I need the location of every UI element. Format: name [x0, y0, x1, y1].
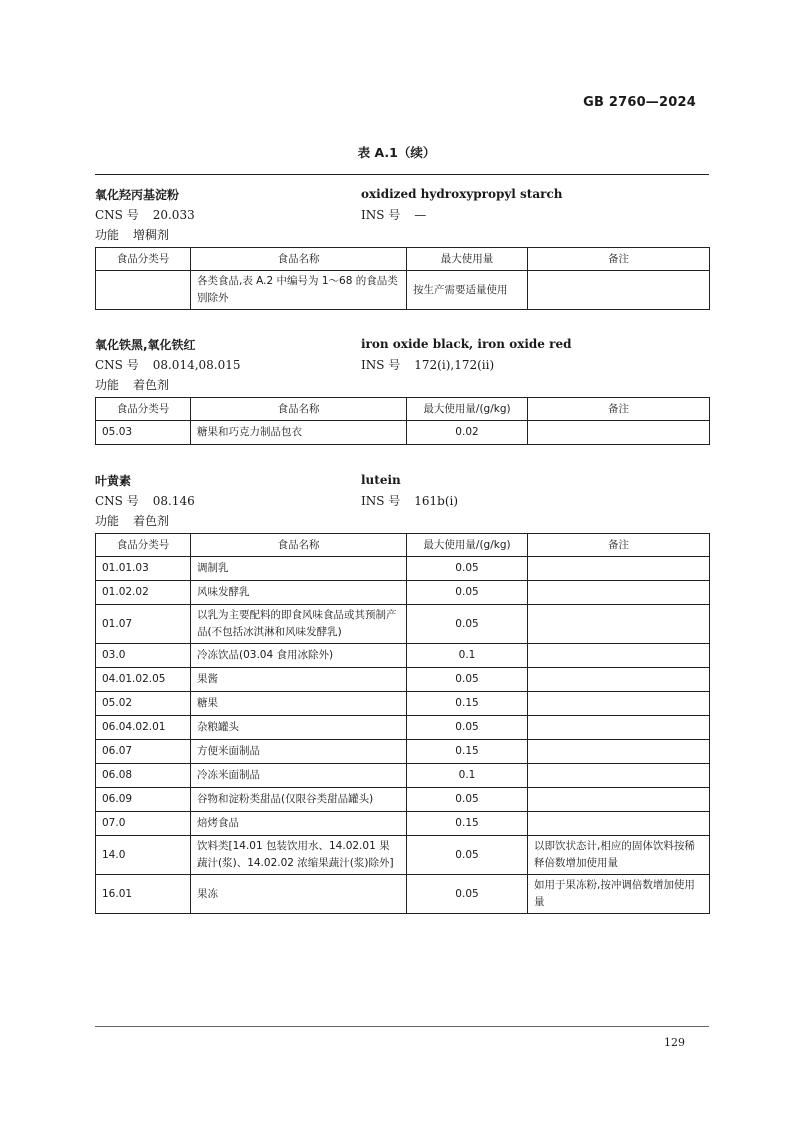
cell-amount: 0.05	[407, 668, 528, 692]
function-label: 功能	[95, 227, 120, 242]
additive-name-cn: 氧化羟丙基淀粉	[95, 187, 180, 202]
cell-amount: 0.05	[407, 875, 528, 914]
additive-name-en: oxidized hydroxypropyl starch	[361, 187, 563, 201]
cell-food: 谷物和淀粉类甜品(仅限谷类甜品罐头)	[191, 788, 407, 812]
table-header-row	[96, 398, 710, 421]
cell-food: 冷冻饮品(03.04 食用冰除外)	[191, 644, 407, 668]
function-row	[95, 374, 709, 394]
cell-food: 杂粮罐头	[191, 716, 407, 740]
cell-food: 以乳为主要配料的即食风味食品或其预制产品(不包括冰淇淋和风味发酵乳)	[191, 605, 407, 644]
cell-amount: 0.1	[407, 644, 528, 668]
cell-amount: 0.15	[407, 812, 528, 836]
cell-note	[528, 581, 710, 605]
cell-note	[528, 764, 710, 788]
table-row	[96, 271, 710, 310]
cell-amount: 0.15	[407, 692, 528, 716]
col-header-note: 备注	[528, 534, 710, 557]
table-header-row	[96, 248, 710, 271]
cell-food: 饮料类[14.01 包装饮用水、14.02.01 果蔬汁(浆)、14.02.02 浓缩果蔬汁(浆)除外]	[191, 836, 407, 875]
table-row	[96, 421, 710, 445]
code-row	[95, 204, 709, 224]
function-row	[95, 224, 709, 244]
cns-value: 08.146	[152, 493, 195, 508]
table-row	[96, 740, 710, 764]
table-row	[96, 692, 710, 716]
cell-code: 01.02.02	[96, 581, 191, 605]
cell-amount: 0.02	[407, 421, 528, 445]
code-row	[95, 354, 709, 374]
cell-amount: 0.1	[407, 764, 528, 788]
cell-note	[528, 812, 710, 836]
additive-name-cn: 叶黄素	[95, 473, 132, 488]
cell-food: 糖果	[191, 692, 407, 716]
cell-note: 以即饮状态计,相应的固体饮料按稀释倍数增加使用量	[528, 836, 710, 875]
cell-note	[528, 557, 710, 581]
cell-food: 调制乳	[191, 557, 407, 581]
function-value: 着色剂	[133, 377, 170, 392]
col-header-note: 备注	[528, 248, 710, 271]
code-row	[95, 490, 709, 510]
col-header-code: 食品分类号	[96, 534, 191, 557]
additive-name-row	[95, 470, 709, 490]
bottom-rule	[95, 1026, 709, 1027]
cell-food: 方便米面制品	[191, 740, 407, 764]
cns-value: 08.014,08.015	[152, 357, 241, 372]
additive-name-row	[95, 334, 709, 354]
cell-code	[96, 271, 191, 310]
table-row	[96, 812, 710, 836]
cell-amount: 0.05	[407, 581, 528, 605]
cell-food: 风味发酵乳	[191, 581, 407, 605]
cell-amount: 0.15	[407, 740, 528, 764]
additive-name-en: iron oxide black, iron oxide red	[361, 337, 572, 351]
cell-food: 冷冻米面制品	[191, 764, 407, 788]
cell-food: 果酱	[191, 668, 407, 692]
cell-note	[528, 271, 710, 310]
cell-code: 05.02	[96, 692, 191, 716]
cell-code: 16.01	[96, 875, 191, 914]
table-row	[96, 668, 710, 692]
cell-note	[528, 421, 710, 445]
col-header-code: 食品分类号	[96, 398, 191, 421]
col-header-amount: 最大使用量/(g/kg)	[407, 534, 528, 557]
cns-label: CNS 号	[95, 493, 139, 508]
cns-label: CNS 号	[95, 207, 139, 222]
col-header-food: 食品名称	[191, 398, 407, 421]
table-row	[96, 764, 710, 788]
cell-note	[528, 740, 710, 764]
cell-code: 14.0	[96, 836, 191, 875]
cell-food: 糖果和巧克力制品包衣	[191, 421, 407, 445]
additive-name-en: lutein	[361, 473, 401, 487]
cell-code: 05.03	[96, 421, 191, 445]
col-header-food: 食品名称	[191, 248, 407, 271]
cell-food: 焙烤食品	[191, 812, 407, 836]
ins-label: INS 号	[361, 357, 401, 372]
function-label: 功能	[95, 377, 120, 392]
function-label: 功能	[95, 513, 120, 528]
cell-note	[528, 716, 710, 740]
cell-code: 04.01.02.05	[96, 668, 191, 692]
cell-food: 果冻	[191, 875, 407, 914]
ins-value: 172(i),172(ii)	[414, 357, 495, 372]
table-row	[96, 836, 710, 875]
col-header-amount: 最大使用量	[407, 248, 528, 271]
cell-amount: 0.05	[407, 605, 528, 644]
ins-label: INS 号	[361, 207, 401, 222]
table-row	[96, 557, 710, 581]
entry-lutein	[95, 470, 709, 914]
ins-value: 161b(i)	[414, 493, 459, 508]
col-header-code: 食品分类号	[96, 248, 191, 271]
entry-iron-oxide	[95, 334, 709, 445]
table-header-row	[96, 534, 710, 557]
col-header-food: 食品名称	[191, 534, 407, 557]
usage-table	[95, 533, 710, 914]
cell-amount: 0.05	[407, 836, 528, 875]
cns-value: 20.033	[152, 207, 195, 222]
cell-note	[528, 644, 710, 668]
cell-code: 06.08	[96, 764, 191, 788]
additive-name-cn: 氧化铁黑,氧化铁红	[95, 337, 196, 352]
cell-code: 06.04.02.01	[96, 716, 191, 740]
cell-amount: 按生产需要适量使用	[407, 271, 528, 310]
cell-amount: 0.05	[407, 716, 528, 740]
table-row	[96, 581, 710, 605]
cell-food: 各类食品,表 A.2 中编号为 1～68 的食品类别除外	[191, 271, 407, 310]
cns-label: CNS 号	[95, 357, 139, 372]
cell-amount: 0.05	[407, 557, 528, 581]
col-header-amount: 最大使用量/(g/kg)	[407, 398, 528, 421]
standard-code: GB 2760—2024	[583, 95, 696, 110]
usage-table	[95, 247, 710, 310]
function-row	[95, 510, 709, 530]
table-caption: 表 A.1（续）	[357, 145, 436, 160]
cell-note: 如用于果冻粉,按冲调倍数增加使用量	[528, 875, 710, 914]
entry-oxidized-hydroxypropyl-starch	[95, 184, 709, 310]
table-row	[96, 716, 710, 740]
additive-name-row	[95, 184, 709, 204]
function-value: 增稠剂	[133, 227, 170, 242]
usage-table	[95, 397, 710, 445]
table-row	[96, 605, 710, 644]
cell-code: 06.07	[96, 740, 191, 764]
cell-code: 06.09	[96, 788, 191, 812]
lutein-table-body	[96, 557, 710, 914]
cell-code: 07.0	[96, 812, 191, 836]
page-number: 129	[664, 1036, 685, 1049]
cell-note	[528, 692, 710, 716]
cell-code: 03.0	[96, 644, 191, 668]
cell-note	[528, 668, 710, 692]
cell-note	[528, 788, 710, 812]
cell-code: 01.07	[96, 605, 191, 644]
ins-label: INS 号	[361, 493, 401, 508]
cell-note	[528, 605, 710, 644]
cell-amount: 0.05	[407, 788, 528, 812]
table-row	[96, 644, 710, 668]
function-value: 着色剂	[133, 513, 170, 528]
col-header-note: 备注	[528, 398, 710, 421]
top-rule	[95, 174, 709, 175]
table-row	[96, 788, 710, 812]
ins-value: —	[414, 207, 427, 222]
cell-code: 01.01.03	[96, 557, 191, 581]
table-row	[96, 875, 710, 914]
